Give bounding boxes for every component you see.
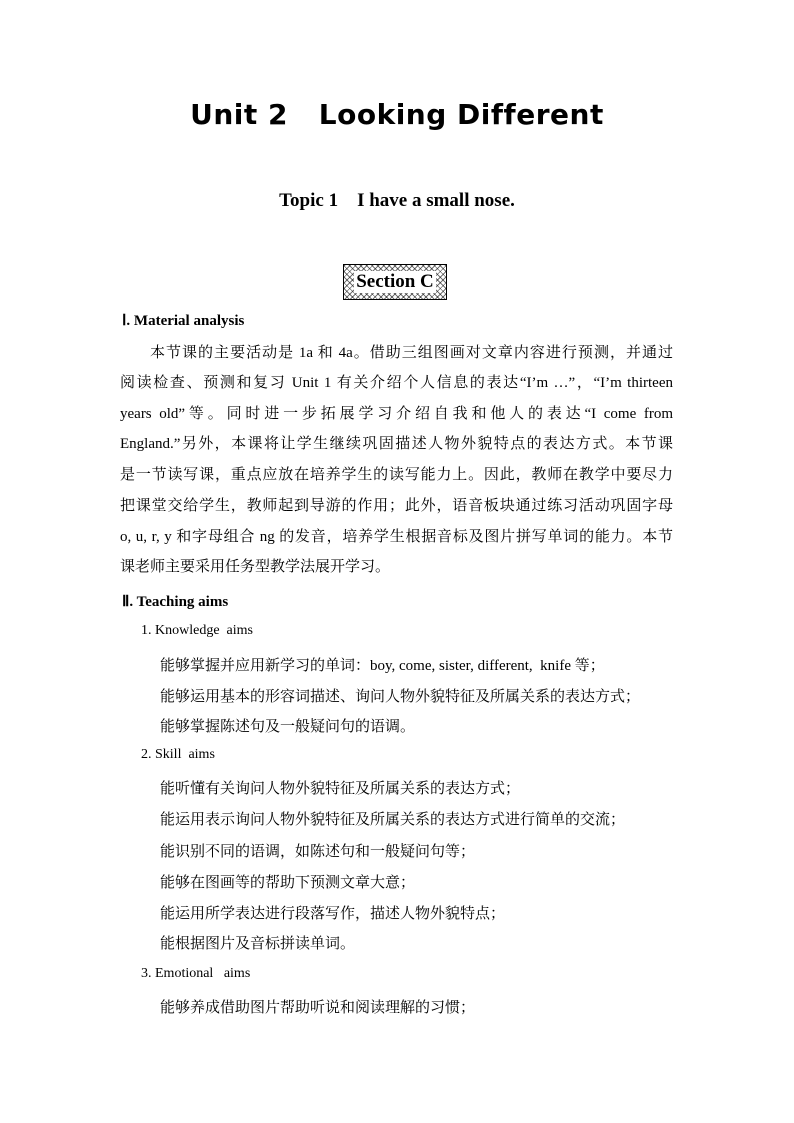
skill-aim-line: 能听懂有关询问人物外貌特征及所属关系的表达方式； bbox=[160, 781, 521, 797]
skill-aim-line: 能根据图片及音标拼读单词。 bbox=[160, 936, 356, 952]
section-label-box bbox=[343, 264, 447, 300]
material-analysis-heading: Ⅰ. Material analysis bbox=[122, 313, 245, 329]
knowledge-aim-line: 能够运用基本的形容词描述、询问人物外貌特征及所属关系的表达方式； bbox=[160, 689, 641, 705]
knowledge-aim-line: 能够掌握并应用新学习的单词：boy, come, sister, different, knife 等； bbox=[160, 658, 605, 674]
skill-aim-line: 能运用表示询问人物外貌特征及所属关系的表达方式进行简单的交流； bbox=[160, 812, 626, 828]
skill-aims-label: 2. Skill aims bbox=[141, 747, 215, 762]
analysis-line: England.”另外，本课将让学生继续巩固描述人物外貌特点的表达方式。本节课 bbox=[120, 436, 673, 452]
emotional-aims-label: 3. Emotional aims bbox=[141, 966, 251, 981]
analysis-line: 把课堂交给学生，教师起到导游的作用；此外，语音板块通过练习活动巩固字母 bbox=[120, 498, 673, 514]
section-label: Section C bbox=[356, 271, 434, 292]
knowledge-aim-line: 能够掌握陈述句及一般疑问句的语调。 bbox=[160, 719, 416, 735]
analysis-line: 本节课的主要活动是 1a 和 4a。借助三组图画对文章内容进行预测，并通过 bbox=[150, 345, 673, 361]
analysis-line: years old”等。同时进一步拓展学习介绍自我和他人的表达“I come from bbox=[120, 406, 673, 422]
unit-title: Unit 2 Looking Different bbox=[190, 98, 604, 131]
analysis-line: 阅读检查、预测和复习 Unit 1 有关介绍个人信息的表达“I’m …”，“I’m thirteen bbox=[120, 375, 673, 391]
skill-aim-line: 能运用所学表达进行段落写作，描述人物外貌特点； bbox=[160, 906, 506, 922]
skill-aim-line: 能够在图画等的帮助下预测文章大意； bbox=[160, 875, 416, 891]
emotional-aim-line: 能够养成借助图片帮助听说和阅读理解的习惯； bbox=[160, 1000, 476, 1016]
analysis-line: o, u, r, y 和字母组合 ng 的发音，培养学生根据音标及图片拼写单词的能力。本节 bbox=[120, 529, 673, 545]
analysis-line: 是一节读写课，重点应放在培养学生的读写能力上。因此，教师在教学中要尽力 bbox=[120, 467, 673, 483]
teaching-aims-heading: Ⅱ. Teaching aims bbox=[122, 594, 229, 610]
skill-aim-line: 能识别不同的语调，如陈述句和一般疑问句等； bbox=[160, 844, 476, 860]
topic-title: Topic 1 I have a small nose. bbox=[279, 190, 515, 211]
knowledge-aims-label: 1. Knowledge aims bbox=[141, 623, 253, 638]
analysis-line: 课老师主要采用任务型教学法展开学习。 bbox=[120, 559, 391, 575]
